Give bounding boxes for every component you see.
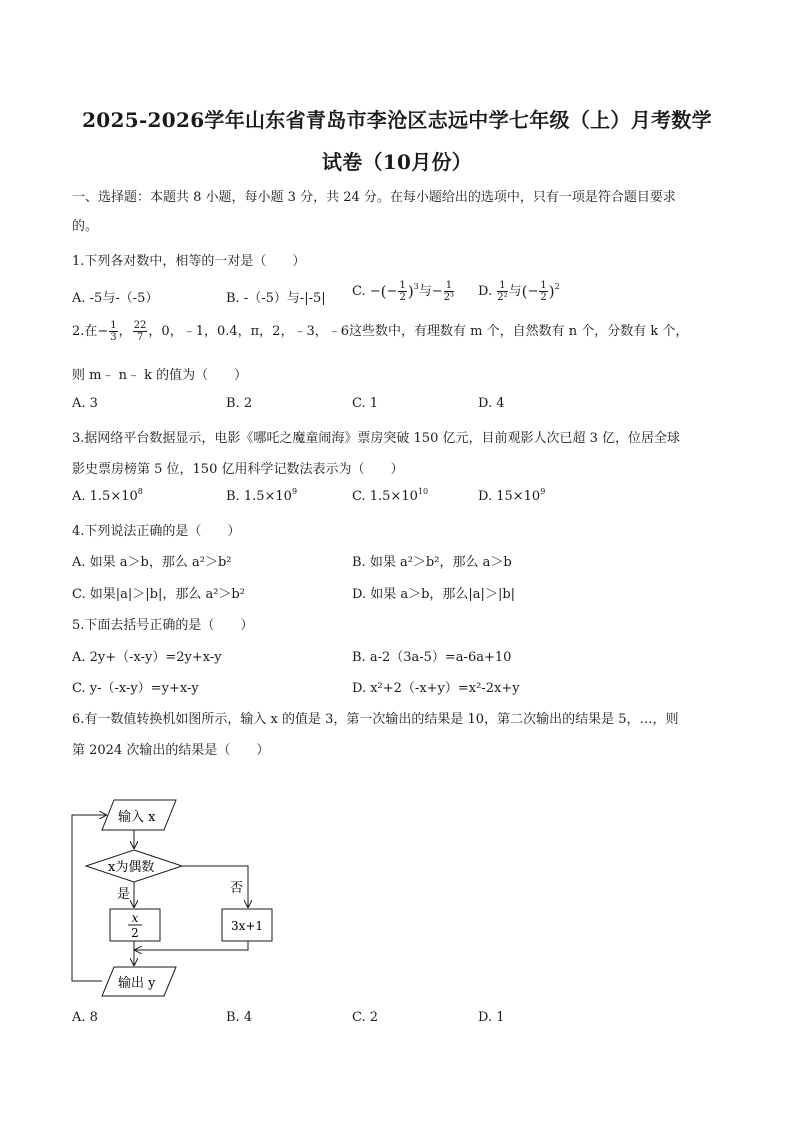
q1-c-frac2: $\frac{1}{\text{2³}}$ <box>443 280 455 303</box>
q1-c-frac: $\frac{1}{2}$ <box>399 280 406 303</box>
q1-d-frac: $\frac{1}{\text{2²}}$ <box>497 280 508 303</box>
q4-option-b: B. 如果 a²＞b²，那么 a＞b <box>352 555 512 570</box>
arrow-odd-merge <box>135 941 248 950</box>
decision-label: x为偶数 <box>108 860 155 875</box>
q1-option-d: D. $\frac{1}{\text{2²}}$ 与(− $\frac{1}{2}$ )$^2$ <box>478 280 560 303</box>
q6-stem-line1: 6.有一数值转换机如图所示，输入 x 的值是 3，第一次输出的结果是 10，第二次输出的结果是 5，…，则 <box>72 712 679 727</box>
q1-option-c: C. −(− $\frac{1}{2}$ )$^3$与− $\frac{1}{\text{2³}}$ <box>352 280 455 303</box>
q3-stem-line1: 3.据网络平台数据显示，电影《哪吒之魔童闹海》票房突破 150 亿元，目前观影人次已超 3 亿，位居全球 <box>72 431 681 446</box>
q3-stem-line2: 影史票房榜第 5 位，150 亿用科学记数法表示为（ ） <box>72 462 404 477</box>
q5-option-b: B. a-2（3a-5）=a-6a+10 <box>352 650 512 665</box>
q1-option-a: A. -5与-（-5） <box>72 291 159 306</box>
q4-option-a: A. 如果 a＞b，那么 a²＞b² <box>72 555 232 570</box>
q1-c-label: C. <box>352 284 366 299</box>
q6-option-b: B. 4 <box>226 1010 253 1025</box>
q6-option-a: A. 8 <box>72 1010 98 1025</box>
output-label: 输出 y <box>118 976 156 991</box>
q4-stem: 4.下列说法正确的是（ ） <box>72 524 241 539</box>
q3-option-a: A. $1.5\times 10^8$ <box>72 486 143 504</box>
conversion-flowchart <box>64 794 284 1004</box>
exam-title-line1: 2025-2026学年山东省青岛市李沧区志远中学七年级（上）月考数学 <box>82 108 712 132</box>
section-heading-line1: 一、选择题：本题共 8 小题，每小题 3 分，共 24 分。在每小题给出的选项中，只有一项是符合题目要求 <box>72 190 676 205</box>
q1-option-b: B. -（-5）与-|-5| <box>226 291 326 306</box>
q2-option-d: D. 4 <box>478 396 505 411</box>
input-label: 输入 x <box>118 810 156 825</box>
q2-frac-1-3: $\frac{1}{3}$ <box>110 320 117 343</box>
q1-d-label: D. <box>478 284 493 299</box>
section-heading-line2: 的。 <box>72 219 99 234</box>
even-den: 2 <box>131 926 139 940</box>
q2-frac-22-7: $\frac{22}{7}$ <box>133 320 147 343</box>
even-num: x <box>131 911 139 925</box>
q5-option-a: A. 2y+（-x-y）=2y+x-y <box>72 650 222 665</box>
no-label: 否 <box>230 881 244 896</box>
q2-stem-line1: 2.在− $\frac{1}{3}$ ， $\frac{22}{7}$ ，0，﹣1，0.4，π，2，﹣3，﹣6这些数中，有理数有 m 个，自然数有 n 个，分数有 k 个， <box>72 320 689 343</box>
exam-title-line2: 试卷（10月份） <box>321 150 473 174</box>
q6-option-c: C. 2 <box>352 1010 379 1025</box>
q4-option-d: D. 如果 a＞b，那么|a|＞|b| <box>352 587 516 602</box>
yes-label: 是 <box>117 887 131 902</box>
q2-option-b: B. 2 <box>226 396 253 411</box>
q1-stem: 1.下列各对数中，相等的一对是（ ） <box>72 254 306 269</box>
q6-stem-line2: 第 2024 次输出的结果是（ ） <box>72 743 270 758</box>
q5-option-c: C. y-（-x-y）=y+x-y <box>72 681 199 696</box>
q6-option-d: D. 1 <box>478 1010 505 1025</box>
q4-option-c: C. 如果|a|＞|b|，那么 a²＞b² <box>72 587 245 602</box>
q2-option-c: C. 1 <box>352 396 379 411</box>
q3-option-d: D. $15\times 10^9$ <box>478 486 546 504</box>
q3-option-c: C. $1.5\times 10^{10}$ <box>352 486 429 504</box>
q2-option-a: A. 3 <box>72 396 98 411</box>
odd-label: 3x+1 <box>230 919 264 933</box>
q5-option-d: D. x²+2（-x+y）=x²-2x+y <box>352 681 520 696</box>
q2-stem-line2: 则 m﹣ n﹣ k 的值为（ ） <box>72 368 248 383</box>
q1-d-frac2: $\frac{1}{2}$ <box>540 280 547 303</box>
q3-option-b: B. $1.5\times 10^9$ <box>226 486 298 504</box>
q5-stem: 5.下面去括号正确的是（ ） <box>72 618 254 633</box>
arrow-loop-back <box>72 815 106 981</box>
